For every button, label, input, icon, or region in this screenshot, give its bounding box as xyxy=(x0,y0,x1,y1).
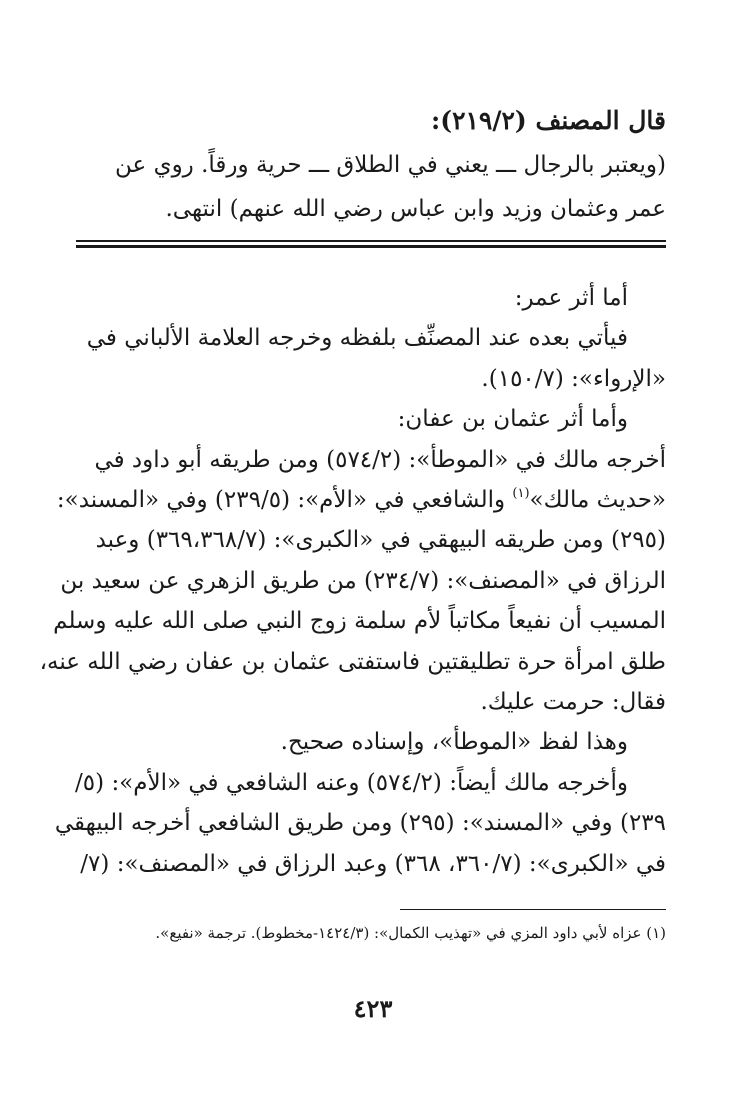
footnote-marker: (١) xyxy=(512,486,530,502)
paragraph-line: وهذا لفظ «الموطأ»، وإسناده صحيح. xyxy=(280,729,628,756)
paragraph-line: أما أثر عمر: xyxy=(514,285,628,311)
paragraph-line: ٢٣٩) وفي «المسند»: (٢٩٥) ومن طريق الشافعي أخرجه البيهقي xyxy=(54,810,666,837)
quote-line: (ويعتبر بالرجال ـــ يعني في الطلاق ـــ حرية ورقاً. روي عن xyxy=(115,152,666,178)
paragraph-line: وأما أثر عثمان بن عفان: xyxy=(397,406,628,433)
text-run: والشافعي في «الأم»: (٢٣٩/٥) وفي «المسند»: xyxy=(56,487,513,514)
paragraph-line: في «الكبرى»: (٣٦٠/٧، ٣٦٨) وعبد الرزاق في «المصنف»: (٧/ xyxy=(80,850,666,877)
paragraph-line: طلق امرأة حرة تطليقتين فاستفتى عثمان بن عفان رضي الله عنه، xyxy=(39,648,666,675)
quoted-text xyxy=(78,143,666,231)
paragraph-line: أخرجه مالك في «الموطأ»: (٥٧٤/٢) ومن طريقه أبو داود في xyxy=(94,446,666,473)
paragraph-line: «الإرواء»: (١٥٠/٧). xyxy=(481,365,666,392)
section-heading: قال المصنف (٢١٩/٢): xyxy=(431,106,666,135)
paragraph-line: فيأتي بعده عند المصنِّف بلفظه وخرجه العلامة الألباني في xyxy=(86,325,628,352)
paragraph-line: الرزاق في «المصنف»: (٢٣٤/٧) من طريق الزهري عن سعيد بن xyxy=(60,567,666,594)
paragraph-line: (٢٩٥) ومن طريقه البيهقي في «الكبرى»: (٣٦٩،٣٦٨/٧) وعبد xyxy=(95,527,666,554)
paragraph-line: فقال: حرمت عليك. xyxy=(480,689,666,716)
separator-rule-thin xyxy=(76,240,666,242)
paragraph-line: وأخرجه مالك أيضاً: (٥٧٤/٢) وعنه الشافعي في «الأم»: (٥/ xyxy=(75,769,628,796)
text-run: «حديث مالك» xyxy=(529,487,666,514)
footnote-separator xyxy=(400,909,666,910)
quote-line: عمر وعثمان وزيد وابن عباس رضي الله عنهم) انتهى. xyxy=(165,196,666,222)
paragraph-line: المسيب أن نفيعاً مكاتباً لأم سلمة زوج النبي صلى الله عليه وسلم xyxy=(53,608,666,635)
paragraph-line-with-footnote xyxy=(56,480,666,520)
separator-rule-thick xyxy=(76,245,666,248)
body-text xyxy=(39,278,666,884)
page-number: ٤٢٣ xyxy=(353,994,393,1023)
footnote: (١) عزاه لأبي داود المزي في «تهذيب الكمال»: (١٤٢٤/٣-مخطوط). ترجمة «نفيع». xyxy=(155,924,666,942)
